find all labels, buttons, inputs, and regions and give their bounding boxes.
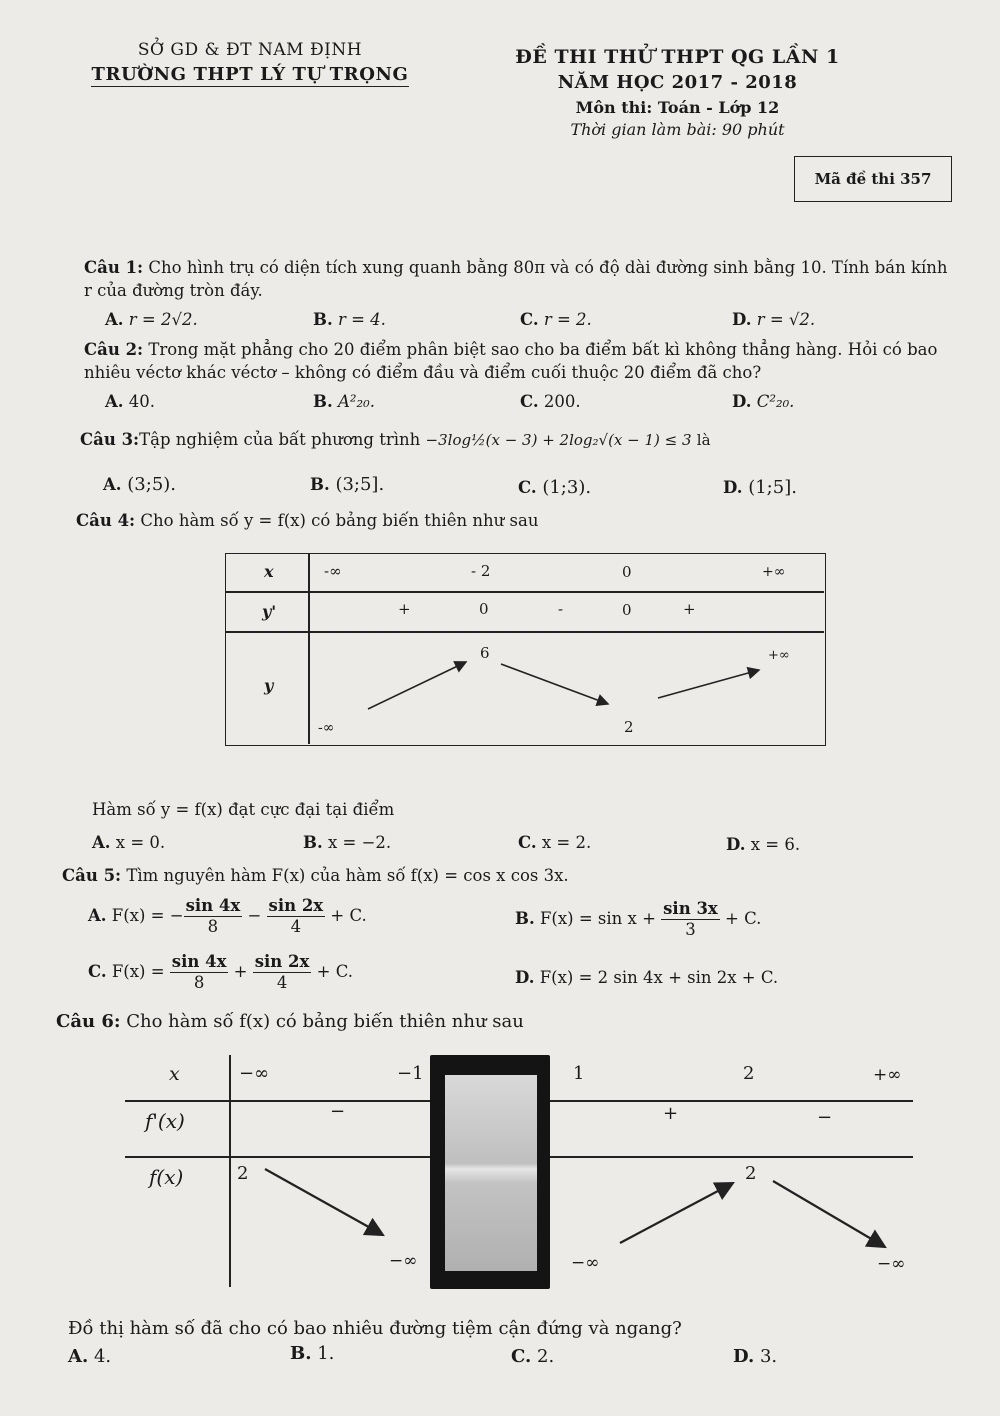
question-2-label: Câu 2: — [84, 340, 144, 359]
header-left — [85, 40, 415, 87]
option-value: F(x) = 2 sin 4x + sin 2x + C. — [539, 968, 779, 987]
question-4-label: Câu 4: — [76, 511, 136, 530]
question-1-text2: r của đường tròn đáy. — [84, 281, 263, 300]
numerator: sin 3x — [663, 899, 718, 918]
f-value-end: −∞ — [877, 1254, 906, 1274]
option-letter: B. — [310, 475, 330, 494]
q5-option-b[interactable] — [515, 899, 761, 940]
fp-sign: − — [330, 1101, 346, 1122]
q3-option-b[interactable] — [310, 474, 384, 495]
option-value: 4. — [93, 1346, 112, 1367]
question-1-text: Cho hình trụ có diện tích xung quanh bằng 80π và có độ dài đường sinh bằng 10. Tính bán kính — [143, 258, 948, 277]
option-letter: A. — [92, 833, 111, 852]
option-value: 3. — [759, 1346, 778, 1367]
option-value: (1;3). — [542, 477, 592, 498]
question-3-tail: là — [696, 431, 711, 449]
row-yp-label: y' — [262, 602, 277, 621]
question-4-text: Cho hàm số y = f(x) có bảng biến thiên như sau — [135, 511, 539, 530]
variation-arrows — [226, 554, 824, 744]
numerator: sin 4x — [171, 952, 227, 971]
q1-option-c[interactable] — [520, 310, 592, 329]
option-value: r = 4. — [337, 310, 386, 329]
option-letter: B. — [290, 1343, 312, 1364]
question-5-label: Câu 5: — [62, 866, 122, 885]
row-x-label: x — [264, 562, 274, 581]
option-value: x = −2. — [327, 833, 392, 852]
option-text: + C. — [719, 909, 762, 928]
q4-option-b[interactable] — [303, 833, 391, 852]
q3-option-c[interactable] — [518, 477, 591, 498]
q2-option-d[interactable] — [732, 392, 794, 411]
option-letter: C. — [88, 962, 107, 981]
q5-option-a[interactable] — [88, 896, 367, 937]
option-letter: C. — [511, 1346, 532, 1367]
q6-option-a[interactable] — [68, 1346, 111, 1367]
q1-option-b[interactable] — [313, 310, 386, 329]
fraction — [267, 896, 326, 937]
question-6-text: Cho hàm số f(x) có bảng biến thiên như sau — [120, 1011, 524, 1032]
option-letter: A. — [105, 392, 124, 411]
option-value: A²₂₀. — [337, 392, 375, 411]
option-letter: C. — [520, 392, 539, 411]
redaction-mask-inner — [445, 1075, 537, 1271]
x-value: +∞ — [873, 1065, 902, 1085]
y-value-min: 2 — [624, 718, 634, 736]
question-1-label: Câu 1: — [84, 258, 144, 277]
f-value: −∞ — [389, 1251, 418, 1271]
option-letter: D. — [723, 478, 743, 497]
subject: Môn thi: Toán - Lớp 12 — [575, 98, 780, 117]
question-4 — [76, 510, 956, 532]
variation-table-1 — [225, 553, 826, 746]
option-letter: D. — [732, 310, 752, 329]
exam-title: ĐỀ THI THỬ THPT QG LẦN 1 — [515, 46, 840, 68]
f-value: 2 — [745, 1163, 757, 1184]
option-value: (1;5]. — [748, 477, 797, 498]
numerator: sin 2x — [268, 896, 324, 915]
question-6-label: Câu 6: — [56, 1011, 121, 1032]
yp-sign: + — [398, 600, 411, 618]
x-value: −1 — [397, 1063, 424, 1084]
option-letter: A. — [68, 1346, 89, 1367]
option-letter: D. — [732, 392, 752, 411]
numerator: sin 4x — [185, 896, 241, 915]
option-letter: B. — [303, 833, 323, 852]
option-value: C²₂₀. — [756, 392, 795, 411]
option-text: F(x) = — [111, 962, 170, 981]
school-year: NĂM HỌC 2017 - 2018 — [557, 72, 798, 93]
school-name: TRƯỜNG THPT LÝ TỰ TRỌNG — [91, 64, 409, 85]
fp-sign: + — [663, 1103, 679, 1124]
option-text: − — [242, 906, 267, 925]
question-2-text2: nhiêu véctơ khác véctơ – không có điểm đầu và điểm cuối thuộc 20 điểm đã cho? — [84, 363, 762, 382]
option-value: x = 2. — [541, 833, 592, 852]
option-text: F(x) = sin x + — [539, 909, 662, 928]
question-4-question: Hàm số y = f(x) đạt cực đại tại điểm — [92, 800, 395, 819]
fraction — [184, 896, 243, 937]
question-2 — [84, 339, 964, 361]
header-right — [505, 46, 850, 139]
fp-sign: − — [817, 1107, 833, 1128]
question-2-text: Trong mặt phẳng cho 20 điểm phân biệt sao cho ba điểm bất kì không thẳng hàng. Hỏi có bao — [143, 340, 938, 359]
numerator: sin 2x — [254, 952, 310, 971]
q4-option-a[interactable] — [92, 833, 165, 852]
question-6-prompt — [68, 1318, 948, 1340]
q4-option-d[interactable] — [726, 835, 800, 854]
question-6-question: Đồ thị hàm số đã cho có bao nhiêu đường tiệm cận đứng và ngang? — [68, 1318, 682, 1339]
x-value: 2 — [743, 1063, 755, 1084]
q2-option-a[interactable] — [105, 392, 155, 411]
row-x-label: x — [169, 1063, 180, 1085]
x-value: +∞ — [762, 564, 786, 580]
q1-option-d[interactable] — [732, 310, 815, 329]
f-value: −∞ — [571, 1253, 600, 1273]
option-letter: A. — [105, 310, 124, 329]
q3-option-a[interactable] — [103, 474, 176, 495]
variation-table-2 — [125, 1055, 917, 1291]
option-value: r = 2√2. — [128, 310, 198, 329]
row-fp-label: f'(x) — [145, 1109, 185, 1133]
denominator: 3 — [685, 920, 696, 939]
option-letter: B. — [313, 392, 333, 411]
question-1 — [84, 257, 964, 279]
question-6 — [56, 1011, 936, 1033]
denominator: 8 — [193, 973, 205, 992]
question-3-formula: −3log½(x − 3) + 2log₂√(x − 1) ≤ 3 — [425, 431, 692, 449]
exam-code-box — [794, 156, 952, 202]
option-value: 2. — [537, 1346, 555, 1367]
exam-time: Thời gian làm bài: 90 phút — [570, 120, 785, 139]
yp-sign: 0 — [479, 600, 489, 618]
question-3-text: Tập nghiệm của bất phương trình — [139, 430, 421, 449]
option-text: F(x) = − — [111, 906, 184, 925]
denominator: 4 — [276, 973, 288, 992]
q2-option-c[interactable] — [520, 392, 581, 411]
option-value: r = √2. — [756, 310, 816, 329]
question-1-text-line2 — [84, 280, 263, 302]
q5-option-d[interactable] — [515, 968, 778, 987]
option-letter: A. — [103, 475, 122, 494]
q6-option-b[interactable] — [290, 1343, 334, 1364]
option-letter: D. — [726, 835, 746, 854]
exam-code: Mã đề thi 357 — [814, 170, 932, 188]
q3-option-d[interactable] — [723, 477, 797, 498]
option-value: x = 6. — [750, 835, 801, 854]
x-value: −∞ — [239, 1063, 270, 1084]
option-value: 1. — [317, 1343, 335, 1364]
question-4-prompt — [92, 799, 394, 821]
question-3 — [80, 429, 960, 451]
fraction — [253, 952, 312, 993]
q4-option-c[interactable] — [518, 833, 591, 852]
x-value: 0 — [622, 563, 632, 581]
option-text: + C. — [311, 962, 353, 981]
q6-option-d[interactable] — [733, 1346, 777, 1367]
redaction-mask — [430, 1055, 550, 1289]
option-value: 40. — [128, 392, 156, 411]
yp-sign: + — [683, 600, 696, 618]
option-value: x = 0. — [115, 833, 166, 852]
q5-option-c[interactable] — [88, 952, 353, 993]
fraction — [661, 899, 720, 940]
option-letter: D. — [515, 968, 535, 987]
row-y-label: y — [264, 676, 274, 695]
option-letter: B. — [515, 909, 535, 928]
option-value: r = 2. — [543, 310, 592, 329]
option-letter: B. — [313, 310, 333, 329]
q1-option-a[interactable] — [105, 310, 198, 329]
x-value: 1 — [573, 1063, 585, 1084]
option-letter: C. — [518, 478, 537, 497]
option-value: (3;5]. — [335, 474, 385, 495]
option-text: + C. — [325, 906, 367, 925]
x-value: -∞ — [324, 562, 342, 580]
question-2-text-line2 — [84, 362, 761, 384]
denominator: 4 — [290, 917, 302, 936]
option-letter: C. — [518, 833, 537, 852]
question-3-label: Câu 3: — [80, 430, 140, 449]
yp-sign: 0 — [622, 601, 632, 619]
f-value-start: 2 — [237, 1163, 249, 1184]
question-5-text: Tìm nguyên hàm F(x) của hàm số f(x) = cos x cos 3x. — [121, 866, 569, 885]
department-name: SỞ GD & ĐT NAM ĐỊNH — [137, 40, 363, 60]
fraction — [170, 952, 229, 993]
q2-option-b[interactable] — [313, 392, 375, 411]
yp-sign: - — [558, 600, 564, 618]
option-letter: C. — [520, 310, 539, 329]
option-letter: A. — [88, 906, 107, 925]
denominator: 8 — [207, 917, 219, 936]
row-f-label: f(x) — [149, 1165, 184, 1189]
question-5 — [62, 865, 942, 887]
y-value-max: 6 — [480, 644, 490, 662]
option-value: (3;5). — [127, 474, 177, 495]
q6-option-c[interactable] — [511, 1346, 554, 1367]
y-value-end: +∞ — [768, 648, 790, 663]
option-letter: D. — [733, 1346, 755, 1367]
option-value: 200. — [543, 392, 581, 411]
option-text: + — [228, 962, 253, 981]
y-value-start: -∞ — [318, 720, 335, 736]
x-value: - 2 — [471, 562, 491, 580]
